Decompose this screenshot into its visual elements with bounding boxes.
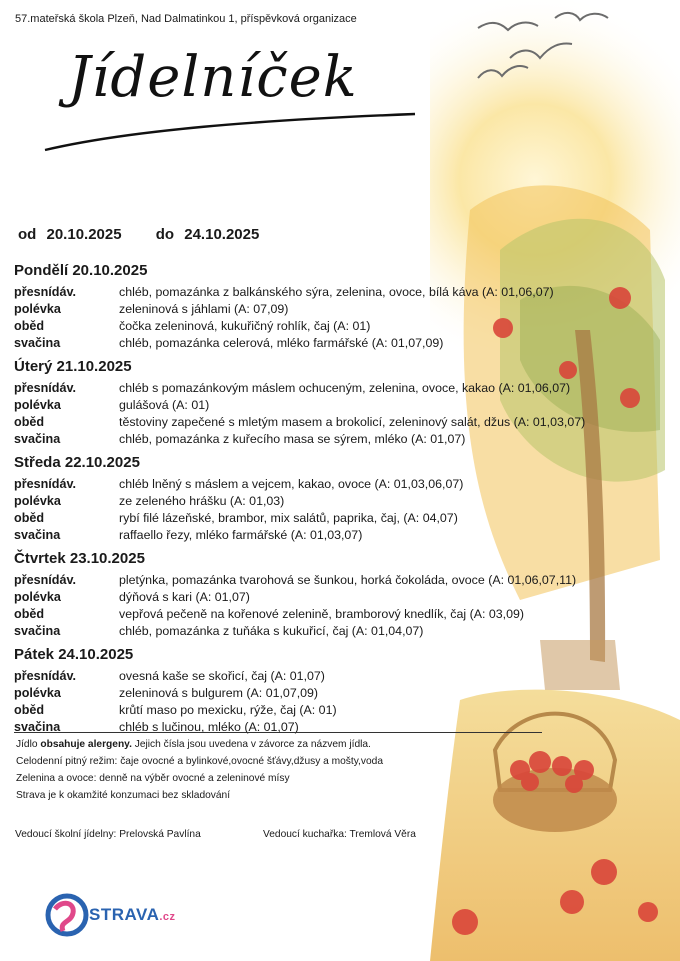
meal-row xyxy=(14,380,654,397)
date-range xyxy=(18,226,265,243)
meal-text: pletýnka, pomazánka tvarohová se šunkou, horká čokoláda, ovoce (A: 01,06,07,11) xyxy=(119,573,577,587)
meal-row xyxy=(14,668,654,685)
meal-text: vepřová pečeně na kořenové zelenině, bramborový knedlík, čaj (A: 03,09) xyxy=(119,607,524,621)
meal-label: přesnídáv. xyxy=(14,669,77,683)
meal-label: polévka xyxy=(14,398,61,412)
allergen-note xyxy=(16,736,383,753)
from-label: od xyxy=(18,226,37,243)
meal-row xyxy=(14,335,654,352)
meal-text: rybí filé lázeňské, brambor, mix salátů, paprika, čaj, (A: 04,07) xyxy=(119,511,458,525)
allergen-bold: obsahuje alergeny. xyxy=(40,739,132,750)
meal-label: přesnídáv. xyxy=(14,381,77,395)
organization-name: 57.mateřská škola Plzeň, Nad Dalmatinkou 1, příspěvková organizace xyxy=(15,13,357,25)
meal-text: chléb, pomazánka z tuňáka s kukuřicí, čaj (A: 01,04,07) xyxy=(119,624,424,638)
meal-row xyxy=(14,397,654,414)
meal-label: oběd xyxy=(14,703,45,717)
day-block xyxy=(14,548,654,640)
meal-label: oběd xyxy=(14,511,45,525)
allergen-suffix: Jejich čísla jsou uvedena v závorce za názvem jídla. xyxy=(134,739,371,750)
allergen-prefix: Jídlo xyxy=(16,739,38,750)
meal-text: raffaello řezy, mléko farmářské (A: 01,03,07) xyxy=(119,528,363,542)
meal-row xyxy=(14,318,654,335)
from-date: 20.10.2025 xyxy=(46,226,122,243)
meal-label: svačina xyxy=(14,624,61,638)
logo-name: STRAVA xyxy=(89,905,160,924)
day-title: Čtvrtek 23.10.2025 xyxy=(14,550,145,567)
meal-label: oběd xyxy=(14,319,45,333)
meal-row xyxy=(14,431,654,448)
weekly-menu xyxy=(14,260,654,740)
meal-row xyxy=(14,414,654,431)
meal-text: ovesná kaše se skořicí, čaj (A: 01,07) xyxy=(119,669,325,683)
meal-text: čočka zeleninová, kukuřičný rohlík, čaj (A: 01) xyxy=(119,319,371,333)
meal-label: přesnídáv. xyxy=(14,573,77,587)
page-title: Jídelníček xyxy=(68,45,358,110)
meal-label: svačina xyxy=(14,432,61,446)
head-cook-signature: Vedoucí kuchařka: Tremlová Věra xyxy=(263,829,416,840)
meal-row xyxy=(14,719,654,736)
meal-row xyxy=(14,572,654,589)
meal-text: gulášová (A: 01) xyxy=(119,398,210,412)
title-underline xyxy=(40,110,420,160)
meal-row xyxy=(14,301,654,318)
meal-label: oběd xyxy=(14,607,45,621)
day-block xyxy=(14,260,654,352)
meal-label: svačina xyxy=(14,720,61,734)
meal-label: svačina xyxy=(14,336,61,350)
fruit-note: Zelenina a ovoce: denně na výběr ovocné a zeleninové mísy xyxy=(16,773,290,784)
meal-text: zeleninová s bulgurem (A: 01,07,09) xyxy=(119,686,319,700)
meal-text: ze zeleného hrášku (A: 01,03) xyxy=(119,494,285,508)
meal-row xyxy=(14,623,654,640)
meal-text: chléb, pomazánka z balkánského sýra, zelenina, ovoce, bílá káva (A: 01,06,07) xyxy=(119,285,554,299)
day-title: Úterý 21.10.2025 xyxy=(14,358,132,375)
meal-label: polévka xyxy=(14,590,61,604)
meal-text: těstoviny zapečené s mletým masem a brokolicí, zeleninový salát, džus (A: 01,03,07) xyxy=(119,415,586,429)
meal-row xyxy=(14,510,654,527)
meal-row xyxy=(14,606,654,623)
divider xyxy=(14,732,542,733)
meal-label: polévka xyxy=(14,302,61,316)
meal-label: oběd xyxy=(14,415,45,429)
meal-label: přesnídáv. xyxy=(14,285,77,299)
day-title: Pondělí 20.10.2025 xyxy=(14,262,148,279)
meal-text: krůtí maso po mexicku, rýže, čaj (A: 01) xyxy=(119,703,337,717)
meal-row xyxy=(14,493,654,510)
head-canteen-signature: Vedoucí školní jídelny: Prelovská Pavlína xyxy=(15,829,201,840)
drinks-note: Celodenní pitný režim: čaje ovocné a bylinkové,ovocné šťávy,džusy a mošty,voda xyxy=(16,756,383,767)
meal-row xyxy=(14,685,654,702)
day-block xyxy=(14,356,654,448)
day-title: Středa 22.10.2025 xyxy=(14,454,140,471)
strava-logo-text xyxy=(89,905,176,925)
notes xyxy=(16,736,383,804)
meal-label: svačina xyxy=(14,528,61,542)
meal-text: chléb lněný s máslem a vejcem, kakao, ovoce (A: 01,03,06,07) xyxy=(119,477,464,491)
meal-text: dýňová s kari (A: 01,07) xyxy=(119,590,250,604)
meal-label: polévka xyxy=(14,686,61,700)
meal-text: zeleninová s jáhlami (A: 07,09) xyxy=(119,302,289,316)
meal-row xyxy=(14,527,654,544)
meal-text: chléb s lučinou, mléko (A: 01,07) xyxy=(119,720,299,734)
meal-row xyxy=(14,476,654,493)
to-date: 24.10.2025 xyxy=(184,226,260,243)
consumption-note: Strava je k okamžité konzumaci bez skladování xyxy=(16,790,231,801)
meal-text: chléb, pomazánka z kuřecího masa se sýrem, mléko (A: 01,07) xyxy=(119,432,466,446)
meal-label: polévka xyxy=(14,494,61,508)
meal-row xyxy=(14,702,654,719)
meal-label: přesnídáv. xyxy=(14,477,77,491)
day-title: Pátek 24.10.2025 xyxy=(14,646,134,663)
strava-logo-icon xyxy=(45,893,89,937)
meal-text: chléb, pomazánka celerová, mléko farmářské (A: 01,07,09) xyxy=(119,336,444,350)
meal-text: chléb s pomazánkovým máslem ochuceným, zelenina, ovoce, kakao (A: 01,06,07) xyxy=(119,381,571,395)
meal-row xyxy=(14,284,654,301)
day-block xyxy=(14,644,654,736)
day-block xyxy=(14,452,654,544)
meal-row xyxy=(14,589,654,606)
logo-suffix: .cz xyxy=(159,911,176,923)
to-label: do xyxy=(155,226,175,243)
